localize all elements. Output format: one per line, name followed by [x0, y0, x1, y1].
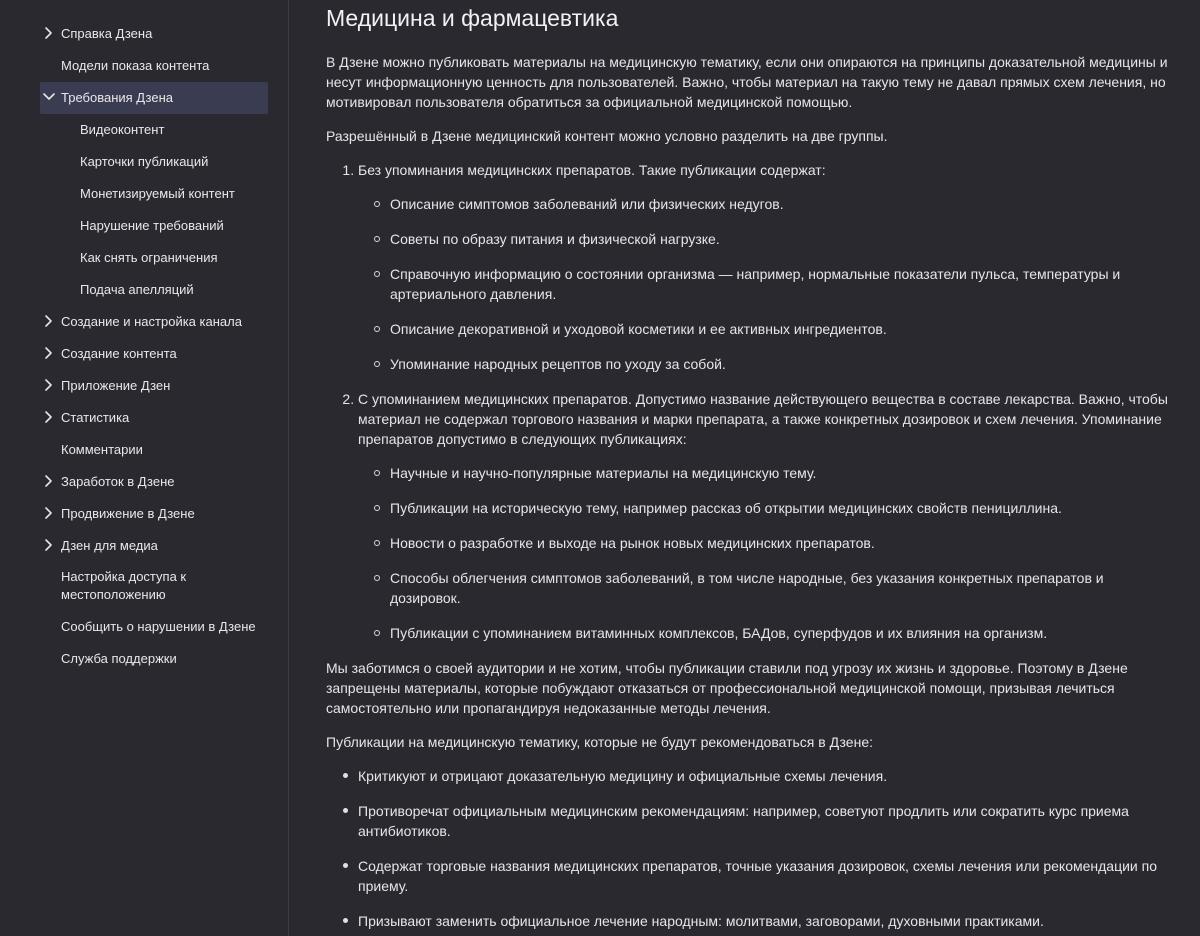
article-content	[326, 0, 1176, 936]
chevron-right-icon[interactable]	[43, 410, 55, 424]
sidebar-item-label: Приложение Дзен	[61, 378, 171, 393]
chevron-right-icon[interactable]	[43, 506, 55, 520]
sub-list-item: Публикации на историческую тему, например рассказ об открытии медицинских свойств пенициллина.	[390, 498, 1176, 518]
sub-list-item: Советы по образу питания и физической нагрузке.	[390, 229, 1176, 249]
not-recommended-list	[326, 766, 1176, 931]
group-item	[358, 160, 1176, 374]
not-recommended-intro: Публикации на медицинскую тематику, которые не будут рекомендоваться в Дзене:	[326, 734, 873, 750]
sidebar-item-12[interactable]	[40, 402, 268, 434]
sidebar-item-label: Справка Дзена	[61, 26, 153, 41]
chevron-down-icon[interactable]	[43, 90, 55, 104]
sidebar-item-label: Карточки публикаций	[80, 154, 209, 169]
sidebar-item-label: Дзен для медиа	[61, 538, 158, 553]
care-paragraph: Мы заботимся о своей аудитории и не хотим, чтобы публикации ставили под угрозу их жизнь и здоровье. Поэтому в Дзене запрещены материалы, которые побуждают отказаться от профессиональной медицинской помощи, призывая лечиться самостоятельно или пропагандируя недоказанные методы лечения.	[326, 660, 1128, 716]
sidebar-item-8[interactable]	[40, 274, 268, 306]
list-item: Призывают заменить официальное лечение народным: молитвами, заговорами, духовными практиками.	[358, 911, 1176, 931]
sidebar-nav-list	[0, 0, 288, 675]
sidebar-item-5[interactable]	[40, 178, 268, 210]
sidebar-item-0[interactable]	[40, 18, 268, 50]
sidebar-item-2[interactable]	[40, 82, 268, 114]
sub-list-item: Научные и научно-популярные материалы на медицинскую тему.	[390, 463, 1176, 483]
sub-list-item: Упоминание народных рецептов по уходу за собой.	[390, 354, 1176, 374]
sidebar-item-label: Видеоконтент	[80, 122, 165, 137]
sidebar-item-4[interactable]	[40, 146, 268, 178]
sidebar-item-6[interactable]	[40, 210, 268, 242]
group-text: С упоминанием медицинских препаратов. Допустимо название действующего вещества в составе лекарства. Важно, чтобы материал не содержал торгового названия и марки препарата, а также конкретных дозировок и схем лечения. Упоминание препаратов допустимо в следующих публикациях:	[358, 391, 1168, 447]
sidebar-item-label: Настройка доступа к местоположению	[61, 569, 187, 602]
sub-list-item: Новости о разработке и выходе на рынок новых медицинских препаратов.	[390, 533, 1176, 553]
sidebar-item-label: Комментарии	[61, 442, 143, 457]
sidebar-item-label: Как снять ограничения	[80, 250, 218, 265]
sidebar-item-label: Монетизируемый контент	[80, 186, 235, 201]
chevron-right-icon[interactable]	[43, 346, 55, 360]
group-sublist	[358, 194, 1176, 374]
sidebar-item-label: Создание контента	[61, 346, 177, 361]
sidebar-item-label: Подача апелляций	[80, 282, 194, 297]
sub-list-item: Справочную информацию о состоянии организма — например, нормальные показатели пульса, температуры и артериального давления.	[390, 264, 1176, 304]
sidebar-item-label: Создание и настройка канала	[61, 314, 242, 329]
sub-list-item: Публикации с упоминанием витаминных комплексов, БАДов, суперфудов и их влияния на организм.	[390, 623, 1176, 643]
chevron-right-icon[interactable]	[43, 26, 55, 40]
sub-list-item: Описание декоративной и уходовой косметики и ее активных ингредиентов.	[390, 319, 1176, 339]
groups-intro-paragraph: Разрешённый в Дзене медицинский контент можно условно разделить на две группы.	[326, 128, 888, 144]
list-item: Противоречат официальным медицинским рекомендациям: например, советуют продлить или сократить курс приема антибиотиков.	[358, 801, 1176, 841]
content-groups-list	[326, 160, 1176, 643]
sidebar-item-9[interactable]	[40, 306, 268, 338]
sidebar-item-label: Модели показа контента	[61, 58, 210, 73]
chevron-right-icon[interactable]	[43, 378, 55, 392]
sidebar-item-16[interactable]	[40, 530, 268, 562]
sidebar-item-label: Сообщить о нарушении в Дзене	[61, 619, 256, 634]
sidebar-item-11[interactable]	[40, 370, 268, 402]
sidebar-item-10[interactable]	[40, 338, 268, 370]
chevron-right-icon[interactable]	[43, 538, 55, 552]
sidebar-item-label: Требования Дзена	[61, 90, 173, 105]
sub-list-item: Способы облегчения симптомов заболеваний, в том числе народные, без указания конкретных препаратов и дозировок.	[390, 568, 1176, 608]
group-sublist	[358, 463, 1176, 643]
sidebar-item-7[interactable]	[40, 242, 268, 274]
sidebar-item-15[interactable]	[40, 498, 268, 530]
sidebar-item-19[interactable]	[40, 643, 268, 675]
sidebar-item-label: Заработок в Дзене	[61, 474, 175, 489]
intro-paragraph: В Дзене можно публиковать материалы на медицинскую тематику, если они опираются на принципы доказательной медицины и несут информационную ценность для пользователей. Важно, чтобы материал на такую тему не давал прямых схем лечения, но мотивировал пользователя обратиться за официальной медицинской помощью.	[326, 54, 1168, 110]
list-item: Содержат торговые названия медицинских препаратов, точные указания дозировок, схемы лечения или рекомендации по приему.	[358, 856, 1176, 896]
page-title: Медицина и фармацевтика	[326, 5, 619, 31]
sidebar-item-label: Статистика	[61, 410, 130, 425]
chevron-right-icon[interactable]	[43, 474, 55, 488]
sidebar-item-17[interactable]	[40, 562, 268, 611]
group-text: Без упоминания медицинских препаратов. Такие публикации содержат:	[358, 162, 826, 178]
sidebar-item-14[interactable]	[40, 466, 268, 498]
sidebar-item-label: Служба поддержки	[61, 651, 177, 666]
sidebar-item-3[interactable]	[40, 114, 268, 146]
list-item: Критикуют и отрицают доказательную медицину и официальные схемы лечения.	[358, 766, 1176, 786]
chevron-right-icon[interactable]	[43, 314, 55, 328]
sidebar-item-label: Нарушение требований	[80, 218, 224, 233]
sidebar-nav	[0, 0, 289, 936]
sidebar-item-label: Продвижение в Дзене	[61, 506, 195, 521]
sub-list-item: Описание симптомов заболеваний или физических недугов.	[390, 194, 1176, 214]
group-item	[358, 389, 1176, 643]
sidebar-item-13[interactable]	[40, 434, 268, 466]
sidebar-item-18[interactable]	[40, 611, 268, 643]
sidebar-item-1[interactable]	[40, 50, 268, 82]
